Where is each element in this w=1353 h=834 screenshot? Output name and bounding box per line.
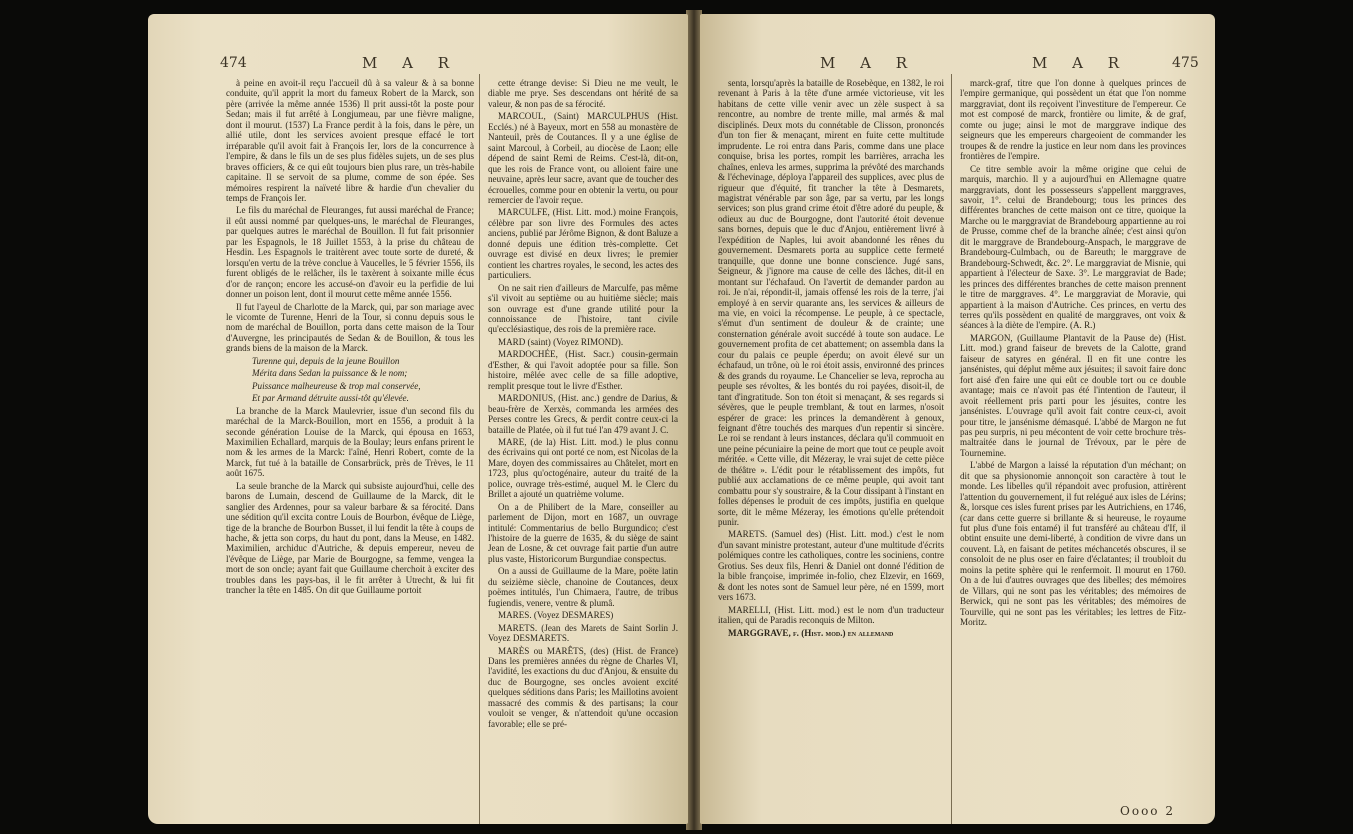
entry-margon: MARGON, (Guillaume Plantavit de la Pause de) (Hist. Litt. mod.) grand faiseur de brevets de la Calotte, grand faiseur de satyres en général. Il en fit une contre les jansénistes, qui déplut même aux jésuites; il savoit faire donc fort aisé d'en faire une qui eût ce double tort ou ce double avantage; mais ce n'avoit pas été l'intention de l'auteur, il avoit réellement pris parti pour les jésuites, contre les jansénistes. L'ouvrage qu'il avoit fait contre ceux-ci, avoit pour titre, le jansénisme démasqué. L'abbé de Margon ne fut pas peu surpris, ni peu mécontent de voir cette brochure très-maltraitée dans le journal de Trévoux, par le père de Tournemine.	[960, 332, 1186, 458]
entry-mardonius: MARDONIUS, (Hist. anc.) gendre de Darius, & beau-frère de Xerxès, commanda les armées des Perses contre les Grecs, & perdit contre ceux-ci la bataille de Platée, où il fut tué l'an 479 avant J. C.	[488, 393, 678, 435]
left-page	[148, 14, 688, 824]
page-number: 474	[220, 55, 247, 71]
left-column-1	[226, 78, 474, 598]
entry-marets-samuel: MARETS. (Samuel des) (Hist. Litt. mod.) c'est le nom d'un savant ministre protestant, auteur d'une multitude d'écrits polémiques contre les catholiques, contre les sociniens, contre Grotius. Ses deux fils, Henri & Daniel ont donné l'édition de la bible françoise, imprimée in-folio, chez Elzevir, en 1669, & dont les notes sont de Samuel leur père, né en 1599, mort vers 1673.	[718, 529, 945, 603]
entry-mard: MARD (saint) (Voyez RIMOND).	[498, 336, 624, 347]
paragraph: cette étrange devise: Si Dieu ne me veult, le diable me prye. Ses descendans ont hérité de sa valeur, & non pas de sa férocité.	[488, 78, 678, 109]
verse-line: Et par Armand détruite aussi-tôt qu'élevée.	[252, 393, 409, 404]
paragraph: On a de Philibert de la Mare, conseiller au parlement de Dijon, mort en 1687, un ouvrage intitulé: Commentarius de bello Burgundico; c'est l'histoire de la guerre de 1635, & du siège de saint Jean de Losne, & cet ouvrage fait partie d'un autre plus vaste, Historicorum Burgundiae conspectus.	[488, 501, 678, 564]
running-head: M A R	[820, 54, 918, 72]
entry-mares-des: MARÈS ou MARÊTS, (des) (Hist. de France) Dans les premières années du règne de Charles VI, l'avidité, les exactions du duc d'Anjou, & ensuite du duc de Bourgogne, ses oncles avoient excité quelques séditions dans Paris; les Maillotins avoient massacré des commis & des partisans; la cour vouloit se venger, & n'attendoit qu'une occasion favorable; elle se pré-	[488, 645, 678, 729]
paragraph: La seule branche de la Marck qui subsiste aujourd'hui, celle des barons de Lumain, descend de Guillaume de la Marck, dit le sanglier des Ardennes, pour sa valeur barbare & sa férocité. Dans une sédition qu'il excita contre Louis de Bourbon, évêque de Liège, tige de la branche de Bourbon Busset, il lui fendit la tête à coups de hache, & jetta son corps, du haut du pont, dans la Meuse, en 1482. Maximilien, archiduc d'Autriche, & depuis empereur, neveu de l'évêque de Liège, par Marie de Bourgogne, sa femme, vengea la mort de son oncle; ayant fait que Guillaume cherchoit à exciter des troubles dans les pays-bas, il le fit arrêter à Utrecht, & lui fit trancher la tête en 1485. On dit que Guillaume portoit	[226, 480, 474, 596]
paragraph: à peine en avoit-il reçu l'accueil dû à sa valeur & à sa bonne conduite, qu'il apprit la mort du fameux Robert de la Marck, son père (arrivée la même année 1536) Il prit aussi-tôt la poste pour Sedan; mais il fut arrêté à Longjumeau, par une fièvre maligne, dont il mourut. (1537) La France perdit à la fois, dans le père, un allié utile, dont les services avoient presque effacé le tort irréparable qu'il avoit fait à François Ier, lors de la concurrence à l'empire, & dans le fils un de ses plus fidèles sujets, un de ses plus braves officiers, & ce qui eût toujours bien plus rare, un très-habile capitaine. Il se servoit de sa plume, comme de son épée. Ses mémoires respirent la naïveté libre & hardie d'un chevalier du temps de François Ier.	[226, 78, 474, 203]
right-page	[700, 14, 1215, 824]
left-column-2	[488, 78, 678, 731]
right-column-1	[718, 78, 944, 640]
entry-marcoul: MARCOUL, (Saint) MARCULPHUS (Hist. Ecclés.) né à Bayeux, mort en 558 au monastère de Nanteuil, près de Coutances. Il y a une église de saint Marcoul, à Corbeil, au diocèse de Laon; elle dépend de saint Remi de Reims. C'est-là, dit-on, que les rois de France vont, ou alloient faire une neuvaine, après leur sacre, avant que de toucher des écrouelles, comme pour en obtenir la vertu, ou pour remercier de l'avoir reçue.	[488, 111, 678, 205]
entry-marculfe: MARCULFE, (Hist. Litt. mod.) moine François, célèbre par son livre des Formules des actes anciens, publié par Jérôme Bignon, & dont Baluze a donné depuis une édition très-complette. Cet ouvrage est divisé en deux livres; le premier contient les chartres royales, le second, les actes des particuliers.	[488, 207, 678, 281]
entry-mardochee: MARDOCHÉE, (Hist. Sacr.) cousin-germain d'Esther, & qui l'avoit adoptée pour sa fille. Son histoire, mêlée avec celle de sa fille adoptive, remplit presque tout le livre d'Esther.	[488, 349, 678, 391]
paragraph: Ce titre semble avoir la même origine que celui de marquis, marchio. Il y a aujourd'hui en Allemagne quatre marggraviats, dont les possesseurs s'appellent marggraves, savoir, 1°. celui de Brandebourg; tous les princes des différentes branches de cette maison ont ce titre, quoique la Marche ou le marggraviat de Brandebourg appartienne au roi de Prusse, comme chef de la branche aînée; c'est ainsi qu'on dit le marggrave de Brandebourg-Anspach, le marggrave de Brandebourg-Culmbach, ou de Bareuth; le marggrave de Brandebourg-Schwedt, &c. 2°. Le marggraviat de Misnie, qui appartient à l'électeur de Saxe. 3°. Le marggraviat de Bade; les princes des différentes branches de cette maison prennent le titre de marggraves. 4°. Le marggraviat de Moravie, qui appartient à la maison d'Autriche. Ces princes, en vertu des terres qu'ils possèdent en qualité de marggraves, ont voix & séances à la diète de l'empire. (A. R.)	[960, 163, 1186, 331]
entry-mare: MARE, (de la) Hist. Litt. mod.) le plus connu des écrivains qui ont porté ce nom, est Nicolas de la Mare, doyen des commissaires au Châtelet, mort en 1723, plus qu'octogénaire, auteur du traité de la police, ouvrage très-estimé, auquel M. le Clerc du Brillet a ajouté un quatrième volume.	[488, 436, 678, 500]
column-rule	[951, 74, 952, 824]
paragraph: L'abbé de Margon a laissé la réputation d'un méchant; on dit que sa physionomie annonçoit son caractère à tout le monde. Les libelles qu'il répandoit avec profusion, attirèrent l'attention du gouvernement, il fut relégué aux isles de Lérins; &, lorsque ces isles furent prises par les Autrichiens, en 1746, (car dans cette guerre si brillante & si heureuse, le royaume fut plus d'une fois entamé) il fut transféré au château d'If, il obtint ensuite une demi-liberté, à condition de vivre dans un couvent. Là, en faisant de petites méchancetés obscures, il se consoloit de ne plus oser en faire d'éclatantes; il troubloit du moins la petite sphère qui le renfermoit. Il mourut en 1760. On a de lui d'autres ouvrages que des libelles; des mémoires de Villars, qui ne sont pas les véritables; des mémoires de Berwick, qui ne sont pas les véritables; des mémoires de Tourville, qui ne sont pas les véritables; les lettres de Fitz-Moritz.	[960, 460, 1186, 628]
signature-mark: Oooo 2	[1120, 804, 1175, 818]
paragraph: On ne sait rien d'ailleurs de Marculfe, pas même s'il vivoit au septième ou au huitième siècle; mais son ouvrage est d'une grande utilité pour la connoissance de l'histoire, tant civile qu'ecclésiastique, des rois de la première race.	[488, 282, 678, 335]
paragraph: La branche de la Marck Maulevrier, issue d'un second fils du maréchal de la Marck-Bouillon, mort en 1556, a produit à la seconde génération Louise de la Marck, qui épousa en 1653, Maximilien Echallard, marquis de la Boulay; leurs enfans prirent le nom & les armes de la Marck: l'aîné, Henri Robert, comte de la Marck, fut tué à la bataille de Consarbrück, près de Trèves, le 11 août 1675.	[226, 405, 474, 479]
page-number: 475	[1172, 55, 1199, 71]
paragraph: senta, lorsqu'après la bataille de Rosebèque, en 1382, le roi revenant à Paris à la tête d'une armée victorieuse, vit les habitans de cette ville venir avec un zèle suspect à sa rencontre, au nombre de trente mille, mal armés & mal disciplinés. Deux mots du connétable de Clisson, prononcés d'un ton fier & menaçant, mirent en fuite cette multitude imprudente. Le roi entra dans Paris, comme dans une place conquise, brisa les portes, rompit les barrières, arracha les chaînes, enleva les armes, supprima la prévôté des marchands & l'échevinage, déploya l'appareil des supplices, avec plus de rigueur que d'équité, fit trancher la tête à Desmarets, magistrat vénérable par son âge, par sa vertu, par les longs services; son plus grand crime étoit d'être adoré du peuple, & odieux au duc de Bourgogne, dont l'autorité étoit devenue sans bornes, depuis que le duc d'Anjou, entièrement livré à l'expédition de Naples, lui avoit abandonné les rênes du gouvernement. Desmarets porta au supplice cette fermeté tranquille, que donne une bonne conscience. Jugé sans, Seigneur, & j'ignore ma cause de celle des lâches, dit-il en montant sur l'échafaud. On l'avertit de demander pardon au roi. Je n'ai, répondit-il, jamais offensé les rois de la terre, j'ai employé à en servir quarante ans, les services & ailleurs de ma vie, en voici la récompense. Le peuple, à ce spectacle, s'émut d'un sentiment de douleur & de crainte; une consternation générale avoit succédé à toute son audace. Le gouvernement profita de cet abattement; on assembla dans la cour du palais ce peuple éperdu; on avoit élevé sur un échafaud, un trône, où le roi étoit assis, environné des princes & des grands du royaume. Le Chancelier se leva, reprocha au peuple ses révoltes, & les bontés du roi payées, disoit-il, de tant d'ingratitude. Son ton étoit si menaçant, & ses regards si sévères, que le peuple tremblant, & tout en larmes, n'osoit espérer de grace: les princes la demandèrent à genoux, feignant d'être touchés des marques d'un repentir si sincère. Le roi se rendant à leurs instances, déclara qu'il commuoit en une peine pécuniaire la peine de mort que tout ce peuple avoit méritée. « Cette ville, dit Mézeray, le vrai sujet de cette pièce de théâtre ». L'édit pour le rétablissement des impôts, fut publié aux acclamations de ce même peuple, qui avoit tant combattu pour s'y soustraire, & la Cour dissipant à l'instant en folles dépenses le produit de ces impôts, justifia en quelque sorte, dit le même Mézeray, les émotions qu'elle prétendoit punir.	[718, 78, 944, 528]
entry-marggrave: MARGGRAVE, f. (Hist. mod.) en allemand	[728, 627, 894, 638]
column-rule	[479, 74, 480, 824]
paragraph: marck-graf, titre que l'on donne à quelques princes de l'empire germanique, qui possèdent un état que l'on nomme marggraviat, dont ils reçoivent l'investiture de l'empereur. Ce mot est composé de marck, frontière ou limite, & de graf, comte ou juge; ainsi le mot de marggrave indique des seigneurs que les empereurs chargeoient de commander les troupes & de rendre la justice en leur nom dans les provinces frontières de l'empire.	[960, 78, 1186, 162]
entry-marelli: MARELLI, (Hist. Litt. mod.) est le nom d'un traducteur italien, qui de Paradis reconquis de Milton.	[718, 604, 944, 626]
verse-line: Mérita dans Sedan la puissance & le nom;	[252, 368, 408, 379]
running-head-2: M A R	[1032, 54, 1130, 72]
right-column-2	[960, 78, 1186, 630]
running-head: M A R	[362, 54, 460, 72]
paragraph: On a aussi de Guillaume de la Mare, poëte latin du seizième siècle, chanoine de Coutances, deux poëmes intitulés, l'un Chimaera, l'autre, de tribus fugiendis, venere, ventre & plumâ.	[488, 566, 678, 608]
verse-line: Turenne qui, depuis de la jeune Bouillon	[252, 355, 400, 366]
entry-mares: MARES. (Voyez DESMARES)	[498, 610, 614, 621]
verse-line: Puissance malheureuse & trop mal conservée,	[252, 380, 421, 391]
paragraph: Le fils du maréchal de Fleuranges, fut aussi maréchal de France; il eût aussi nommé par quelques-uns, le maréchal de Fleuranges, par quelques autres le maréchal de Bouillon. Il fut fait prisonnier par les Espagnols, le 18 Juillet 1553, à la prise du château de Hesdin. Les Espagnols le traitèrent avec toute sorte de dureté, & lorsqu'en vertu de la trève conclue à Vaucelles, le 5 février 1556, ils furent obligés de le relâcher, ils le taxèrent à soixante mille écus d'or de rançon; encore les accusé-on d'avoir eu la perfidie de lui donner un poison lent, dont il mourut cette même année 1556.	[226, 205, 474, 300]
entry-marets: MARETS. (Jean des Marets de Saint Sorlin J. Voyez DESMARETS.	[488, 622, 678, 644]
paragraph: Il fut l'ayeul de Charlotte de la Marck, qui, par son mariage avec le vicomte de Turenne, Henri de la Tour, si connu depuis sous le nom de maréchal de Bouillon, porta dans cette maison de la Tour d'Auvergne, les principautés de Sedan & de Bouillon, & tous les grands biens de la maison de la Marck.	[226, 301, 474, 354]
